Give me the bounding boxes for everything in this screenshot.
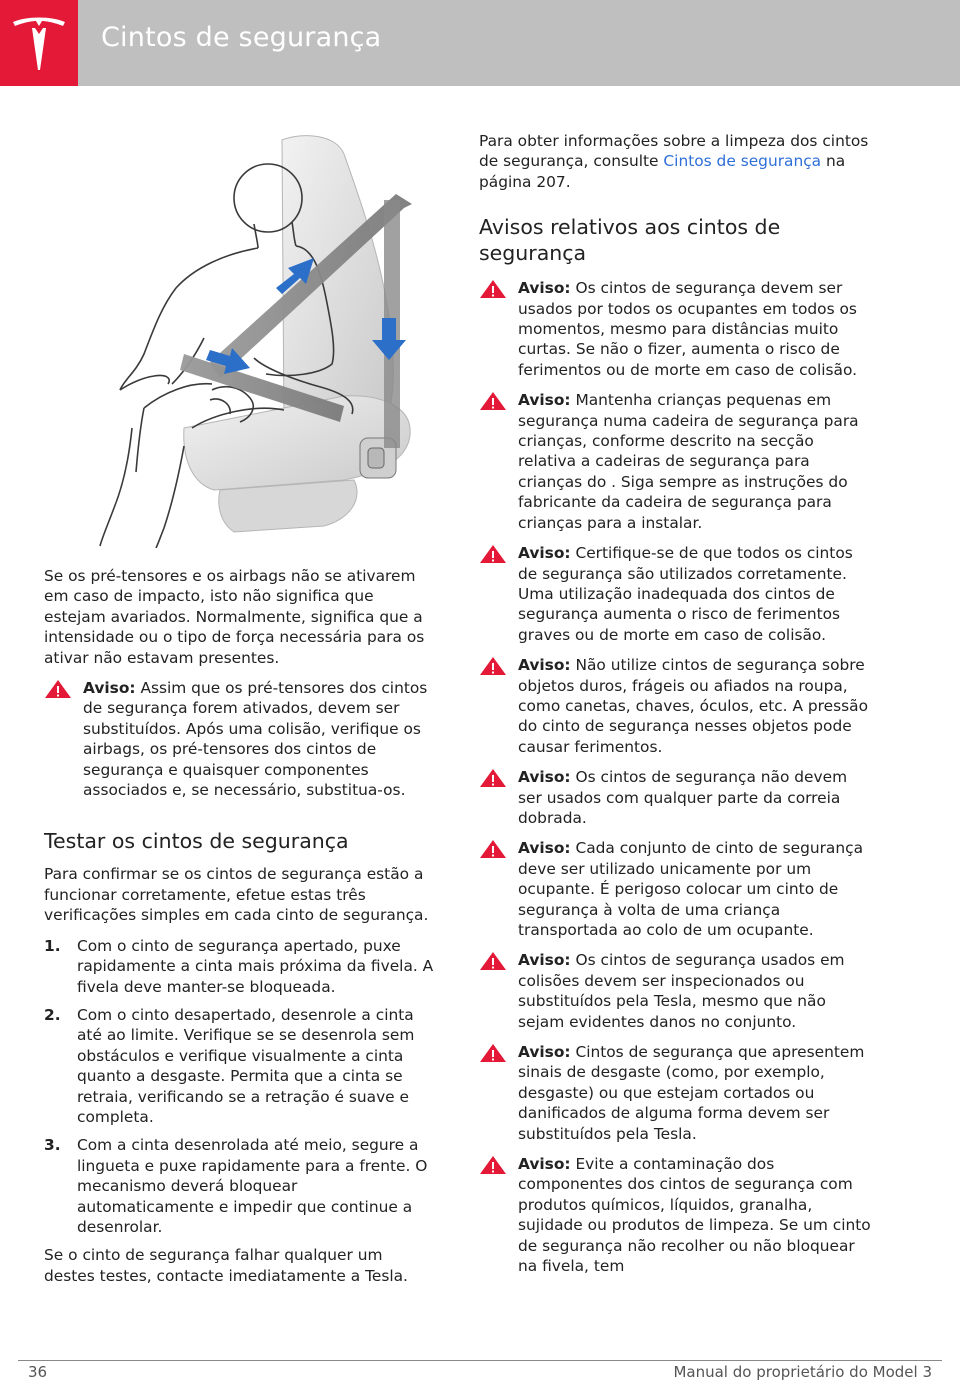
cleaning-paragraph	[479, 131, 873, 192]
warning-triangle-icon	[44, 679, 72, 699]
section-heading-test: Testar os cintos de segurança	[44, 829, 349, 854]
warning-label: Aviso:	[518, 391, 571, 410]
warning-triangle-icon	[479, 1155, 507, 1175]
warning-text: Cintos de segurança que apresentem sinais de desgaste (como, por exemplo, desgaste) ou que estejam cortados ou danificados de alguma forma devem ser substituídos pela Tesla.	[518, 1043, 865, 1143]
warning-triangle-icon	[479, 279, 507, 299]
warnings-list	[479, 278, 873, 1276]
warning-text: Não utilize cintos de segurança sobre objetos duros, frágeis ou afiados na roupa, como canetas, chaves, óculos, etc. A pressão do cinto de segurança nesses objetos pode causar ferimentos.	[518, 656, 869, 756]
list-item	[44, 1135, 438, 1237]
warning-text: Mantenha crianças pequenas em segurança numa cadeira de segurança para crianças, conforme descrito na secção relativa a cadeiras de segurança para crianças do . Siga sempre as instruções do fabricante da cadeira de segurança para crianças para a instalar.	[518, 391, 859, 532]
warning-triangle-icon	[479, 544, 507, 564]
warning-label: Aviso:	[518, 951, 571, 970]
warning-triangle-icon	[479, 839, 507, 859]
warning-text: Os cintos de segurança não devem ser usados com qualquer parte da correia dobrada.	[518, 768, 848, 827]
logo-box	[0, 0, 78, 86]
warning-text: Cada conjunto de cinto de segurança deve ser utilizado unicamente por um ocupante. É perigoso colocar um cinto de segurança à volta de uma criança transportada ao colo de um ocupante.	[518, 839, 863, 939]
page-header	[0, 0, 960, 86]
warning-text: Os cintos de segurança devem ser usados por todos os ocupantes em todos os momentos, mesmo para distâncias muito curtas. Se não o fizer, aumenta o risco de ferimentos ou de morte em caso de colisão.	[518, 279, 858, 379]
step-text: Com a cinta desenrolada até meio, segure a lingueta e puxe rapidamente para a frente. O mecanismo deverá bloquear automaticamente e impedir que continue a desenrolar.	[77, 1136, 428, 1236]
warning-triangle-icon	[479, 768, 507, 788]
section-heading-warnings: Avisos relativos aos cintos de segurança	[479, 215, 781, 266]
warning-item	[479, 1042, 873, 1144]
right-column	[479, 131, 873, 1277]
tesla-logo-icon	[9, 14, 69, 72]
step-number: 1.	[44, 936, 61, 955]
warning-item	[479, 543, 873, 645]
warning-label: Aviso:	[83, 679, 136, 698]
step-text: Com o cinto desapertado, desenrole a cinta até ao limite. Verifique se se desenrola sem obstáculos e verifique visualmente a cinta quanto a desgaste. Permita que a cinta se retraia, verificando se a retração é suave e completa.	[77, 1005, 415, 1126]
cleaning-text-after: na página 207.	[479, 152, 846, 191]
warning-text: Certifique-se de que todos os cintos de segurança são utilizados corretamente. Uma utilização inadequada dos cintos de segurança aumenta o risco de ferimentos graves ou de morte em caso de colisão.	[518, 544, 853, 644]
test-steps-list	[44, 936, 438, 1238]
warning-text: Assim que os pré-tensores dos cintos de segurança forem ativados, devem ser substituídos. Após uma colisão, verifique os airbags, os pré-tensores dos cintos de segurança e quaisquer componentes associados e, se necessário, substitua-os.	[83, 679, 428, 800]
manual-title: Manual do proprietário do Model 3	[673, 1363, 932, 1381]
warning-triangle-icon	[479, 951, 507, 971]
warning-label: Aviso:	[518, 1043, 571, 1062]
warning-label: Aviso:	[518, 656, 571, 675]
warning-item	[479, 278, 873, 380]
warning-text: Evite a contaminação dos componentes dos cintos de segurança com produtos químicos, líquidos, granalha, sujidade ou produtos de limpeza. Se um cinto de segurança não recolher ou não bloquear na fivela, tem	[518, 1155, 871, 1276]
closing-paragraph: Se o cinto de segurança falhar qualquer um destes testes, contacte imediatamente a Tesla.	[44, 1246, 408, 1285]
warning-item	[479, 655, 873, 757]
warning-item	[479, 390, 873, 533]
footer-divider	[18, 1360, 942, 1361]
cleaning-link[interactable]: Cintos de segurança	[663, 152, 822, 171]
warning-label: Aviso:	[518, 1155, 571, 1174]
seatbelt-illustration	[44, 128, 438, 548]
warning-item	[479, 950, 873, 1032]
warning-pretensioners	[44, 678, 438, 800]
section-intro-test: Para confirmar se os cintos de segurança estão a funcionar corretamente, efetue estas três verificações simples em cada cinto de segurança.	[44, 865, 429, 925]
page-title: Cintos de segurança	[101, 22, 382, 53]
list-item	[44, 936, 438, 997]
left-column	[44, 128, 438, 1286]
warning-text: Os cintos de segurança usados em colisões devem ser inspecionados ou substituídos pela Tesla, mesmo que não sejam evidentes danos no conjunto.	[518, 951, 845, 1031]
page-number: 36	[28, 1363, 48, 1381]
warning-label: Aviso:	[518, 544, 571, 563]
step-number: 3.	[44, 1136, 61, 1155]
warning-triangle-icon	[479, 391, 507, 411]
warning-triangle-icon	[479, 656, 507, 676]
step-text: Com o cinto de segurança apertado, puxe rapidamente a cinta mais próxima da fivela. A fivela deve manter-se bloqueada.	[77, 936, 434, 996]
warning-item	[479, 838, 873, 940]
intro-paragraph: Se os pré-tensores e os airbags não se ativarem em caso de impacto, isto não significa que estejam avariados. Normalmente, significa que a intensidade ou o tipo de força necessária para os ativar não estavam presentes.	[44, 567, 425, 667]
warning-item	[479, 767, 873, 828]
warning-label: Aviso:	[518, 279, 571, 298]
warning-label: Aviso:	[518, 768, 571, 787]
warning-label: Aviso:	[518, 839, 571, 858]
cleaning-text-before: Para obter informações sobre a limpeza dos cintos de segurança, consulte	[479, 132, 869, 171]
list-item	[44, 1005, 438, 1127]
warning-triangle-icon	[479, 1043, 507, 1063]
warning-item	[479, 1154, 873, 1276]
step-number: 2.	[44, 1005, 61, 1024]
